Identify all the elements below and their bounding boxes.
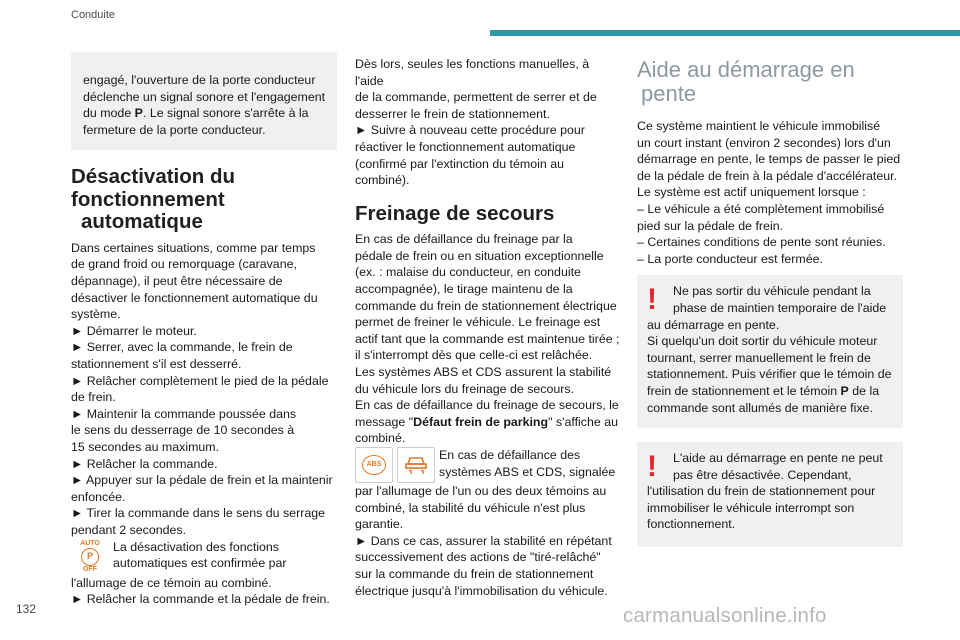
warning-line: pas être désactivée. Cependant, xyxy=(673,467,852,482)
header-accent-bar xyxy=(490,30,960,36)
header-section-title: Conduite xyxy=(71,9,116,21)
caption-line: En cas de défaillance des xyxy=(439,447,581,462)
heading-line: Désactivation du xyxy=(71,165,236,189)
body-line: de grand froid ou remorquage (caravane, xyxy=(71,257,297,272)
body-line: enfoncée. xyxy=(71,489,126,504)
caption-line: La désactivation des fonctions xyxy=(113,539,280,554)
auto-p-off-row xyxy=(71,539,337,575)
warning-line: phase de maintien temporaire de l'aide xyxy=(673,300,887,315)
body-text: " s'affiche au xyxy=(548,414,618,429)
body-line: combiné. xyxy=(355,431,406,446)
body-line: par l'allumage de l'un ou des deux témoins au xyxy=(355,483,607,498)
body-line: le sens du desserrage de 10 secondes à xyxy=(71,423,295,438)
body-text xyxy=(71,240,337,539)
body-line: système. xyxy=(71,307,121,322)
warning-line xyxy=(647,383,893,400)
body-line: – La porte conducteur est fermée. xyxy=(637,251,823,266)
abs-icon-label: ABS xyxy=(366,460,382,468)
body-line: Le système est actif uniquement lorsque : xyxy=(637,185,866,200)
warning-line: au démarrage en pente. xyxy=(647,317,780,332)
body-line: désactiver le fonctionnement automatique du xyxy=(71,290,318,305)
warning-text: frein de stationnement et le témoin xyxy=(647,383,841,398)
body-line: sur la commande du frein de stationnement xyxy=(355,566,594,581)
info-box xyxy=(71,52,337,150)
caption-line: automatiques est confirmée par xyxy=(113,556,287,571)
column-2 xyxy=(355,56,621,599)
heading-line: automatique xyxy=(81,210,203,234)
body-line: ► Appuyer sur la pédale de frein et la maintenir xyxy=(71,473,333,488)
body-line: un court instant (environ 2 secondes) lors d'un xyxy=(637,135,891,150)
body-line: ► Serrer, avec la commande, le frein de xyxy=(71,340,293,355)
abs-circle-icon xyxy=(362,455,386,475)
body-line: ► Relâcher complètement le pied de la pédale xyxy=(71,373,329,388)
body-line: ► Relâcher la commande et la pédale de frein. xyxy=(71,592,330,607)
watermark-text: carmanualsonline.info xyxy=(623,604,827,627)
body-line: desserrer le frein de stationnement. xyxy=(355,106,550,121)
body-line: – Certaines conditions de pente sont réunies. xyxy=(637,235,886,250)
warning-line: Ne pas sortir du véhicule pendant la xyxy=(673,284,871,299)
body-line: dépannage), il peut être nécessaire de xyxy=(71,274,283,289)
body-line: électrique jusqu'à l'immobilisation du véhicule. xyxy=(355,583,608,598)
auto-p-off-icon xyxy=(71,539,109,575)
body-line: Dès lors, seules les fonctions manuelles, à l'aide xyxy=(355,57,590,88)
warning-line: L'aide au démarrage en pente ne peut xyxy=(673,451,883,466)
cds-skid-icon xyxy=(397,447,435,483)
heading-line: fonctionnement xyxy=(71,187,225,211)
mode-p-label: P xyxy=(134,106,143,121)
warning-text: de la xyxy=(848,383,880,398)
body-line: ► Maintenir la commande poussée dans xyxy=(71,406,297,421)
body-line: ► Dans ce cas, assurer la stabilité en répétant xyxy=(355,533,612,548)
body-line: réactiver le fonctionnement automatique xyxy=(355,139,576,154)
body-line: de frein. xyxy=(71,390,116,405)
body-line: (confirmé par l'extinction du témoin au combiné). xyxy=(355,156,564,188)
body-line: de la commande, permettent de serrer et de xyxy=(355,90,597,105)
body-line: ► Suivre à nouveau cette procédure pour xyxy=(355,123,585,138)
body-line: pendant 2 secondes. xyxy=(71,522,187,537)
info-line: engagé, l'ouverture de la porte conducteur xyxy=(83,73,316,87)
heading-line: pente xyxy=(641,81,697,106)
body-line: combiné, la stabilité du véhicule n'est plus xyxy=(355,500,586,515)
section-heading xyxy=(637,58,903,106)
body-line: de la pédale de frein à la pédale d'accélérateur. xyxy=(637,168,898,183)
body-line: Dans certaines situations, comme par temps xyxy=(71,240,316,255)
column-3 xyxy=(637,56,903,547)
body-line: du véhicule lors du freinage de secours. xyxy=(355,381,575,396)
icon-caption xyxy=(113,539,337,572)
body-line: actif tant que la commande est maintenue tirée ; xyxy=(355,331,620,346)
section-heading: Freinage de secours xyxy=(355,201,555,225)
warning-line: tournant, serrer manuellement le frein de xyxy=(647,350,871,365)
body-line: il s'interrompt dès que celle-ci est relâchée. xyxy=(355,348,593,363)
body-text: message " xyxy=(355,414,414,429)
page-number: 132 xyxy=(16,602,37,616)
info-text: . Le signal sonore s'arrête à la xyxy=(142,106,309,121)
body-line: Ce système maintient le véhicule immobilisé xyxy=(637,119,881,133)
skid-car-icon xyxy=(403,453,429,477)
caption-line: systèmes ABS et CDS, signalée xyxy=(439,464,616,479)
body-line: pédale de frein ou en situation exceptionnelle xyxy=(355,248,604,263)
body-line xyxy=(355,414,621,431)
body-line: stationnement s'il est desserré. xyxy=(71,357,242,372)
indicator-p-label: P xyxy=(840,383,849,398)
info-line xyxy=(83,105,327,122)
body-line: ► Démarrer le moteur. xyxy=(71,323,197,338)
message-text: Défaut frein de parking xyxy=(413,414,549,429)
body-line: accompagnée), le tirage maintenu de la xyxy=(355,282,573,297)
warning-line: stationnement. Puis vérifier que le témoin de xyxy=(647,367,892,382)
warning-line: fonctionnement. xyxy=(647,517,736,532)
body-line: pied sur la pédale de frein. xyxy=(637,218,784,233)
warning-exclamation-icon: ! xyxy=(647,283,657,317)
body-line: ► Tirer la commande dans le sens du serrage xyxy=(71,506,326,521)
body-line: – Le véhicule a été complètement immobilisé xyxy=(637,201,885,216)
warning-line: l'utilisation du frein de stationnement pour xyxy=(647,484,876,499)
body-line: Les systèmes ABS et CDS assurent la stabilité xyxy=(355,365,612,379)
body-line: démarrage en pente, le temps de passer le pied xyxy=(637,152,901,167)
warning-box xyxy=(637,442,903,547)
icon-caption xyxy=(439,447,621,480)
body-line: En cas de défaillance du freinage de secours, le xyxy=(355,398,619,413)
parking-circle-icon xyxy=(81,548,99,566)
body-line: 15 secondes au maximum. xyxy=(71,440,220,454)
body-line: ► Relâcher la commande. xyxy=(71,456,218,471)
body-line: commande du frein de stationnement électrique xyxy=(355,298,617,313)
auto-icon-label: AUTO xyxy=(80,539,100,547)
info-line: déclenche un signal sonore et l'engagement xyxy=(83,89,326,104)
warning-box xyxy=(637,275,903,428)
body-line: garantie. xyxy=(355,517,404,532)
body-line: successivement des actions de "tiré-relâché" xyxy=(355,550,601,565)
section-heading xyxy=(71,166,337,234)
body-line: permet de freiner le véhicule. Le freinage est xyxy=(355,315,601,330)
warning-exclamation-icon: ! xyxy=(647,450,657,484)
abs-cds-row xyxy=(355,447,621,483)
warning-line: Si quelqu'un doit sortir du véhicule moteur xyxy=(647,334,878,349)
info-text: du mode xyxy=(83,106,135,121)
column-1 xyxy=(71,56,337,608)
info-line: fermeture de la porte conducteur. xyxy=(83,122,266,137)
warning-line: commande sont allumés de manière fixe. xyxy=(647,400,873,415)
body-line: l'allumage de ce témoin au combiné. xyxy=(71,575,272,590)
parking-icon-letter: P xyxy=(86,551,93,562)
heading-line: Aide au démarrage en xyxy=(637,57,855,82)
body-line: (ex. : malaise du conducteur, en conduite xyxy=(355,265,581,280)
warning-line: immobiliser le véhicule interrompt son xyxy=(647,500,855,515)
abs-warning-icon xyxy=(355,447,393,483)
body-line: En cas de défaillance du freinage par la xyxy=(355,232,573,247)
off-icon-label: OFF xyxy=(83,565,97,573)
